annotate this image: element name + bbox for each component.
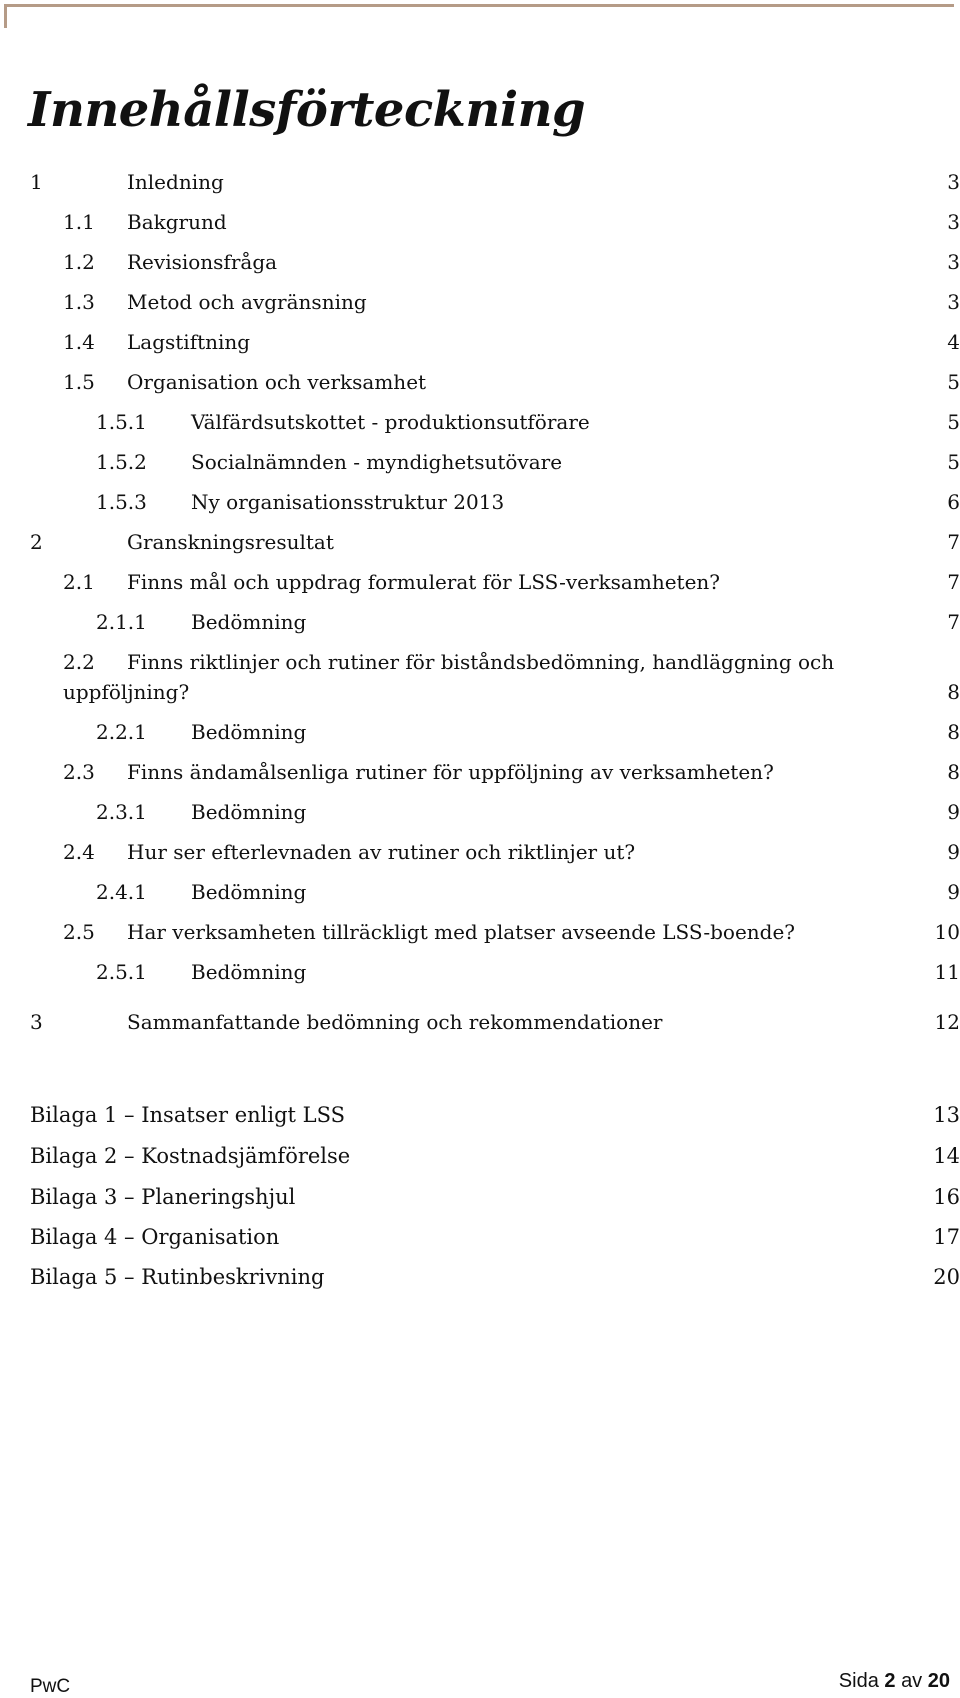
toc-page-number: 5 xyxy=(947,370,960,394)
toc-page-number: 6 xyxy=(947,490,960,514)
toc-page-number: 9 xyxy=(947,880,960,904)
toc-page-number: 4 xyxy=(947,330,960,354)
toc-page-number: 3 xyxy=(947,290,960,314)
toc-number: 2.3 xyxy=(63,760,95,784)
toc-page-number: 9 xyxy=(947,840,960,864)
toc-title: Revisionsfråga xyxy=(127,250,278,274)
appendix-title: Bilaga 5 – Rutinbeskrivning xyxy=(30,1265,325,1289)
toc-title: Bakgrund xyxy=(127,210,227,234)
toc-entry[interactable] xyxy=(0,610,960,640)
toc-page-number: 11 xyxy=(934,960,960,984)
appendix-page-number: 16 xyxy=(933,1185,960,1209)
toc-entry[interactable] xyxy=(0,370,960,400)
toc-title: Socialnämnden - myndighetsutövare xyxy=(191,450,563,474)
toc-entry[interactable] xyxy=(0,720,960,750)
toc-title: Hur ser efterlevnaden av rutiner och riktlinjer ut? xyxy=(127,840,636,864)
toc-number: 2.5 xyxy=(63,920,95,944)
toc-page-number: 7 xyxy=(947,530,960,554)
toc-number: 2.1 xyxy=(63,570,95,594)
toc-title: Finns ändamålsenliga rutiner för uppföljning av verksamheten? xyxy=(127,760,774,784)
toc-title: Välfärdsutskottet - produktionsutförare xyxy=(191,410,590,434)
toc-title: Inledning xyxy=(127,170,224,194)
toc-entry[interactable] xyxy=(0,210,960,240)
toc-title: Metod och avgränsning xyxy=(127,290,367,314)
toc-page-number: 8 xyxy=(947,760,960,784)
toc-number: 2.2.1 xyxy=(96,720,147,744)
toc-title: Bedömning xyxy=(191,800,307,824)
appendix-title: Bilaga 4 – Organisation xyxy=(30,1225,280,1249)
toc-number: 1.5.2 xyxy=(96,450,147,474)
toc-title: Ny organisationsstruktur 2013 xyxy=(191,490,505,514)
toc-entry[interactable] xyxy=(0,410,960,440)
appendix-entry[interactable] xyxy=(0,1225,960,1255)
appendix-page-number: 20 xyxy=(933,1265,960,1289)
page-title: Innehållsförteckning xyxy=(28,82,586,138)
toc-entry[interactable] xyxy=(0,450,960,480)
toc-number: 2.1.1 xyxy=(96,610,147,634)
toc-entry[interactable] xyxy=(0,760,960,790)
toc-number: 1.5.1 xyxy=(96,410,147,434)
appendix-page-number: 13 xyxy=(933,1103,960,1127)
toc-page-number: 12 xyxy=(934,1010,960,1034)
appendix-page-number: 14 xyxy=(933,1144,960,1168)
toc-number: 1.5.3 xyxy=(96,490,147,514)
toc-title: Granskningsresultat xyxy=(127,530,334,554)
toc-page-number: 5 xyxy=(947,410,960,434)
footer-company: PwC xyxy=(30,1676,71,1697)
toc-entry[interactable] xyxy=(0,960,960,990)
toc-page-number: 3 xyxy=(947,210,960,234)
toc-entry[interactable] xyxy=(0,800,960,830)
toc-number: 2.4.1 xyxy=(96,880,147,904)
toc-title: Finns mål och uppdrag formulerat för LSS-verksamheten? xyxy=(127,570,721,594)
toc-title: Lagstiftning xyxy=(127,330,251,354)
appendix-title: Bilaga 2 – Kostnadsjämförelse xyxy=(30,1144,351,1168)
appendix-entry[interactable] xyxy=(0,1265,960,1295)
appendix-title: Bilaga 1 – Insatser enligt LSS xyxy=(30,1103,345,1127)
toc-entry[interactable] xyxy=(0,650,960,710)
toc-title: Sammanfattande bedömning och rekommendationer xyxy=(127,1010,663,1034)
toc-number: 2.3.1 xyxy=(96,800,147,824)
toc-entry[interactable] xyxy=(0,250,960,280)
toc-title: Finns riktlinjer och rutiner för biståndsbedömning, handläggning och xyxy=(127,650,835,674)
footer-page-total: 20 xyxy=(927,1670,950,1692)
toc-title: Bedömning xyxy=(191,610,307,634)
toc-title: Bedömning xyxy=(191,720,307,744)
toc-title: Organisation och verksamhet xyxy=(127,370,427,394)
toc-number: 1.3 xyxy=(63,290,95,314)
appendix-title: Bilaga 3 – Planeringshjul xyxy=(30,1185,296,1209)
toc-number: 1 xyxy=(30,170,43,194)
toc-number: 1.4 xyxy=(63,330,95,354)
toc-page-number: 3 xyxy=(947,250,960,274)
toc-entry[interactable] xyxy=(0,570,960,600)
toc-page-number: 7 xyxy=(947,570,960,594)
toc-title: Bedömning xyxy=(191,960,307,984)
appendix-page-number: 17 xyxy=(933,1225,960,1249)
toc-page-number: 5 xyxy=(947,450,960,474)
toc-entry[interactable] xyxy=(0,880,960,910)
toc-page-number: 10 xyxy=(934,920,960,944)
toc-title: Har verksamheten tillräckligt med platser avseende LSS-boende? xyxy=(127,920,796,944)
toc-number: 1.1 xyxy=(63,210,95,234)
toc-page-number: 3 xyxy=(947,170,960,194)
toc-entry[interactable] xyxy=(0,330,960,360)
toc-page-number: 9 xyxy=(947,800,960,824)
toc-page-number: 8 xyxy=(947,720,960,744)
toc-number: 2.2 xyxy=(63,650,95,674)
footer-page-indicator xyxy=(830,1670,950,1692)
appendix-entry[interactable] xyxy=(0,1144,960,1174)
toc-title-continuation: uppföljning? xyxy=(63,680,190,704)
toc-entry[interactable] xyxy=(0,490,960,520)
toc-entry[interactable] xyxy=(0,1010,960,1040)
footer-page-current: 2 xyxy=(884,1670,896,1692)
footer-page-of: av xyxy=(901,1670,923,1692)
appendix-entry[interactable] xyxy=(0,1185,960,1215)
appendix-entry[interactable] xyxy=(0,1103,960,1133)
toc-entry[interactable] xyxy=(0,170,960,200)
toc-number: 3 xyxy=(30,1010,43,1034)
toc-entry[interactable] xyxy=(0,920,960,950)
toc-page-number: 8 xyxy=(947,680,960,704)
toc-number: 2 xyxy=(30,530,43,554)
toc-number: 2.4 xyxy=(63,840,95,864)
toc-number: 2.5.1 xyxy=(96,960,147,984)
toc-number: 1.5 xyxy=(63,370,95,394)
toc-number: 1.2 xyxy=(63,250,95,274)
toc-title: Bedömning xyxy=(191,880,307,904)
toc-page-number: 7 xyxy=(947,610,960,634)
toc-entry[interactable] xyxy=(0,290,960,320)
toc-entry[interactable] xyxy=(0,840,960,870)
toc-entry[interactable] xyxy=(0,530,960,560)
footer-page-prefix: Sida xyxy=(838,1670,879,1692)
